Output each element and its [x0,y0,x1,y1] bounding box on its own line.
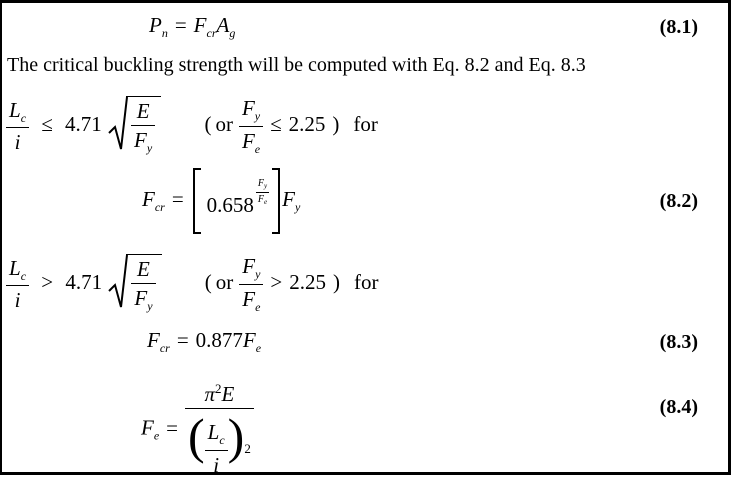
condition-2-row [2,246,728,322]
var-A: A [216,13,230,38]
equation-8-4-row [2,381,728,475]
radical-sign [108,96,128,152]
coefficient-0-877: 0.877 [195,328,243,353]
equals-sign: = [171,186,184,211]
var-E: E [221,382,235,406]
base-0-658: 0.658 [206,192,254,217]
radicand [126,254,161,315]
for-label: for [353,111,378,136]
equation-8-1-row [2,9,728,45]
big-paren-right: ) [227,408,245,465]
var-F: F [257,193,265,205]
radicand [126,96,161,157]
var-E: E [131,257,155,284]
bracket-right [272,168,280,234]
fraction-numerator [256,178,269,193]
leq-sign: ≤ [41,111,53,136]
bracket-content [201,168,272,234]
fraction-pi2E-over-slenderness-squared [185,381,254,475]
for-label: for [354,269,379,294]
fraction-numerator [239,95,263,127]
fraction-denominator [131,284,155,315]
fraction-E-over-Fy [131,99,155,157]
sub-y: y [147,298,153,313]
sub-c: c [219,432,225,447]
sub-e: e [254,141,261,156]
equation-8-3-row [2,324,728,360]
var-i: i [14,288,21,313]
var-F: F [142,186,155,211]
big-paren-left: ( [188,408,205,465]
coefficient-4-71: 4.71 [65,269,103,294]
eq-number-8-3: (8.3) [659,330,698,353]
limit-2-25: 2.25 [288,111,326,136]
sub-e: e [255,299,261,314]
equation-8-2 [142,168,300,234]
var-F: F [282,186,295,211]
var-F: F [241,128,255,153]
fraction-denominator [239,127,263,158]
var-E: E [131,99,155,126]
radical-sign [108,254,128,310]
equation-8-1 [149,13,235,41]
sqrt-E-over-Fy [108,254,161,315]
close-paren: ) [332,111,340,136]
bracket-left [193,168,201,234]
fraction-denominator [239,285,263,316]
eq-number-8-4: (8.4) [659,396,698,418]
sub-e: e [153,428,160,443]
sub-y: y [254,108,261,123]
var-F: F [147,328,160,353]
var-F: F [193,13,207,38]
sub-cr: cr [154,199,165,214]
var-F: F [141,415,154,440]
sub-c: c [20,268,27,283]
gt-sign: > [41,269,54,294]
exponent-fraction-Fy-over-Fe [256,178,269,206]
var-F: F [242,328,256,353]
fraction-lc-over-i [6,97,29,156]
equation-8-2-row [2,164,728,238]
sqrt-E-over-Fy [108,96,161,157]
sub-c: c [20,110,27,125]
var-F: F [134,285,148,310]
square-bracket-group [193,168,280,234]
leq-sign: ≤ [270,111,282,136]
var-L: L [9,97,21,122]
var-P: P [149,13,162,38]
equals-sign: = [176,328,189,353]
condition-2 [6,253,379,316]
fraction-denominator [131,126,155,157]
var-F: F [134,127,147,152]
var-i: i [213,452,220,475]
fraction-denominator [185,409,254,475]
fraction-Fy-over-Fe [239,95,263,158]
open-paren: ( [204,269,212,294]
fraction-Fy-over-Fe [239,253,263,316]
alternate-condition [205,253,379,316]
sub-y: y [255,266,261,281]
condition-1-row [2,88,728,164]
fraction-denominator [256,193,269,207]
var-i: i [14,130,21,155]
sub-n: n [161,26,168,41]
or-label: or [215,111,233,136]
exponent-2: 2 [215,381,222,396]
limit-2-25: 2.25 [289,269,327,294]
sub-e: e [264,197,268,206]
or-label: or [215,269,234,294]
var-F: F [257,177,265,189]
close-paren: ) [333,269,341,294]
fraction-numerator [6,97,29,129]
fraction-numerator [6,255,29,287]
equals-sign: = [166,415,178,440]
fraction-lc-over-i [205,419,228,475]
fraction-numerator [205,419,228,451]
open-paren: ( [204,111,212,136]
sub-y: y [146,140,153,155]
sub-g: g [229,26,236,41]
equation-8-4 [141,381,254,475]
condition-1 [6,95,378,158]
sub-cr: cr [206,26,217,41]
sub-y: y [264,181,268,190]
fraction-numerator [185,381,254,409]
intro-text: The critical buckling strength will be computed with Eq. 8.2 and Eq. 8.3 [7,54,586,76]
var-L: L [9,255,21,280]
equation-8-3 [147,328,261,356]
sub-e: e [255,341,262,356]
alternate-condition [204,95,377,158]
var-F: F [242,286,256,311]
fraction-numerator [239,253,263,285]
eq-number-8-2: (8.2) [659,189,698,212]
exponent-2: 2 [244,441,251,457]
var-L: L [207,419,220,444]
gt-sign: > [270,269,283,294]
sub-y: y [294,199,301,214]
eq-number-8-1: (8.1) [659,15,698,38]
fraction-E-over-Fy [131,257,155,315]
pi-symbol: π [204,382,216,406]
fraction-lc-over-i [6,255,29,314]
var-F: F [242,253,256,278]
sub-cr: cr [159,341,170,356]
equals-sign: = [174,13,187,38]
coefficient-4-71: 4.71 [65,111,102,136]
var-F: F [241,95,255,120]
